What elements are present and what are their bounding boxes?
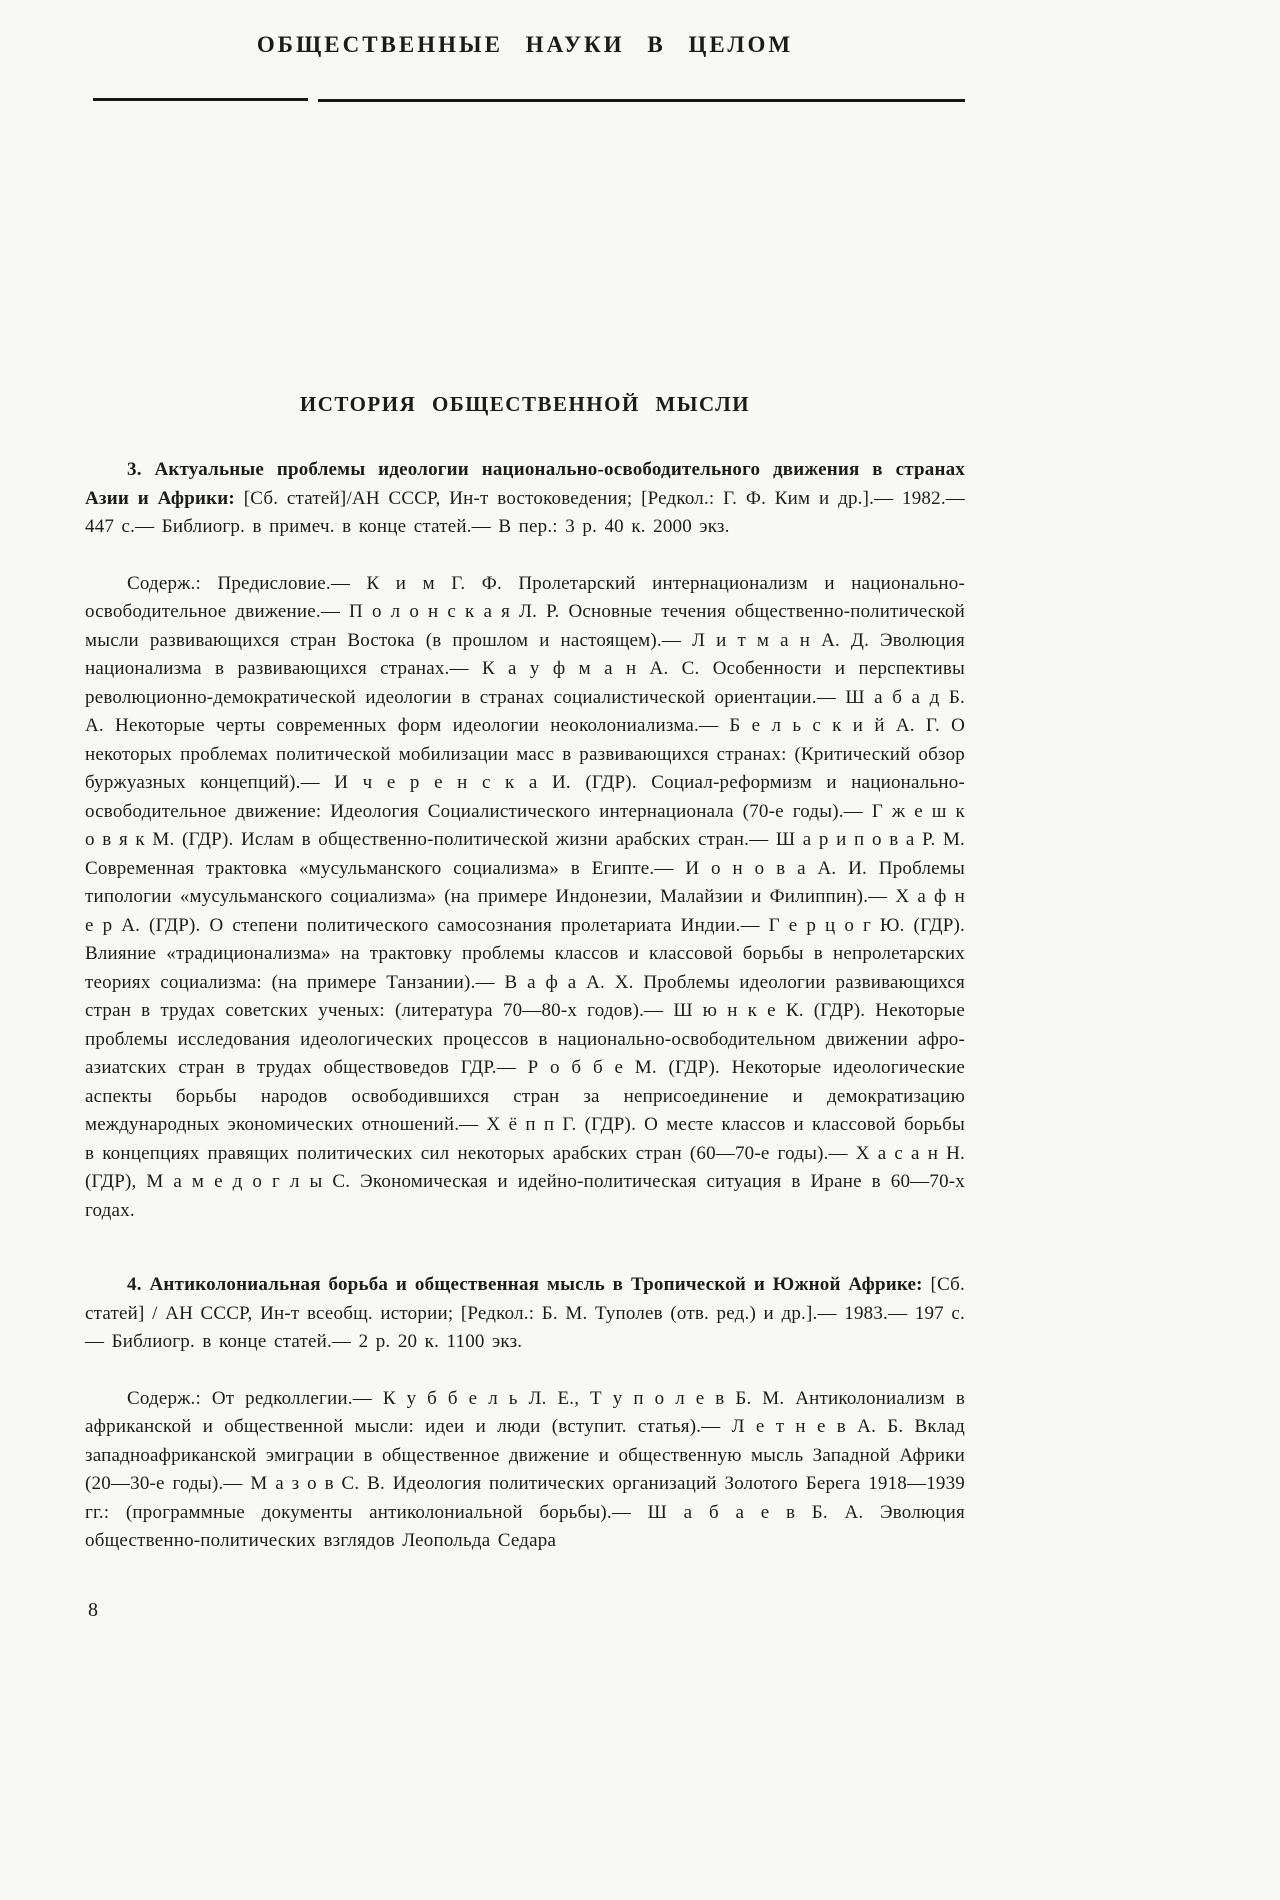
page-number: 8 (88, 1598, 98, 1621)
entry-3-imprint: [Сб. статей]/АН СССР, Ин-т востоковедения; [Редкол.: Г. Ф. Ким и др.].— 1982.— 447 с.— Библиогр. в примеч. в конце статей.— В пер.: 3 р. 40 к. 2000 экз. (85, 487, 965, 537)
text-column (85, 0, 965, 1556)
divider-segment-right (318, 99, 965, 102)
entry-3-heading (85, 456, 965, 542)
entry-4-contents: Содерж.: От редколлегии.— К у б б е л ь Л. Е., Т у п о л е в Б. М. Антиколониализм в африканской и общественной мысли: идеи и люди (вступит. статья).— Л е т н е в А. Б. Вклад западноафриканской эмиграции в общественное движение и общественную мысль Западной Африки (20—30-е годы).— М а з о в С. В. Идеология политических организаций Золотого Берега 1918—1939 гг.: (программные документы антиколониальной борьбы).— Ш а б а е в Б. А. Эволюция общественно-политических взглядов Леопольда Седара (85, 1387, 965, 1551)
bibliography-entry-3 (85, 456, 965, 1225)
section-title: ИСТОРИЯ ОБЩЕСТВЕННОЙ МЫСЛИ (299, 392, 751, 416)
page-header: ОБЩЕСТВЕННЫЕ НАУКИ В ЦЕЛОМ (256, 32, 794, 57)
entry-4-heading (85, 1271, 965, 1357)
entry-3-title-bold: 3. Актуальные проблемы идеологии национально-освободительного движения в странах Азии и Африки: (85, 459, 965, 509)
entry-4-title-bold: 4. Антиколониальная борьба и общественная мысль в Тропической и Южной Африке: (127, 1274, 923, 1295)
divider-segment-left (93, 98, 308, 101)
entry-4-imprint: [Сб. статей] / АН СССР, Ин-т всеобщ. истории; [Редкол.: Б. М. Туполев (отв. ред.) и др.].— 1983.— 197 с.— Библиогр. в конце статей.— 2 р. 20 к. 1100 экз. (85, 1274, 965, 1352)
bibliography-entry-4 (85, 1271, 965, 1556)
entry-3-contents: Содерж.: Предисловие.— К и м Г. Ф. Пролетарский интернационализм и национально-освободительное движение.— П о л о н с к а я Л. Р. Основные течения общественно-политической мысли развивающихся стран Востока (в прошлом и настоящем).— Л и т м а н А. Д. Эволюция национализма в развивающихся странах.— К а у ф м а н А. С. Особенности и перспективы революционно-демократической идеологии в странах социалистической ориентации.— Ш а б а д Б. А. Некоторые черты современных форм идеологии неоколониализма.— Б е л ь с к и й А. Г. О некоторых проблемах политической мобилизации масс в развивающихся странах: (Критический обзор буржуазных концепций).— И ч е р е н с к а И. (ГДР). Социал-реформизм и национально-освободительное движение: Идеология Социалистического интернационала (70-е годы).— Г ж е ш к о в я к М. (ГДР). Ислам в общественно-политической жизни арабских стран.— Ш а р и п о в а Р. М. Современная трактовка «мусульманского социализма» в Египте.— И о н о в а А. И. Проблемы типологии «мусульманского социализма» (на примере Индонезии, Малайзии и Филиппин).— Х а ф н е р А. (ГДР). О степени политического самосознания пролетариата Индии.— Г е р ц о г Ю. (ГДР). Влияние «традиционализма» на трактовку проблемы классов и классовой борьбы в непролетарских теориях социализма: (на примере Танзании).— В а ф а А. Х. Проблемы идеологии развивающихся стран в трудах советских ученых: (литература 70—80-х годов).— Ш ю н к е К. (ГДР). Некоторые проблемы исследования идеологических процессов в национально-освободительном движении афро-азиатских стран в трудах обществоведов ГДР.— Р о б б е М. (ГДР). Некоторые идеологические аспекты борьбы народов освободившихся стран за неприсоединение и демократизацию международных экономических отношений.— Х ё п п Г. (ГДР). О месте классов и классовой борьбы в концепциях правящих политических сил некоторых арабских стран (60—70-е годы).— Х а с а н Н. (ГДР), М а м е д о г л ы С. Экономическая и идейно-политическая ситуация в Иране в 60—70-х годах. (85, 572, 965, 1221)
header-divider-rule (85, 98, 965, 103)
